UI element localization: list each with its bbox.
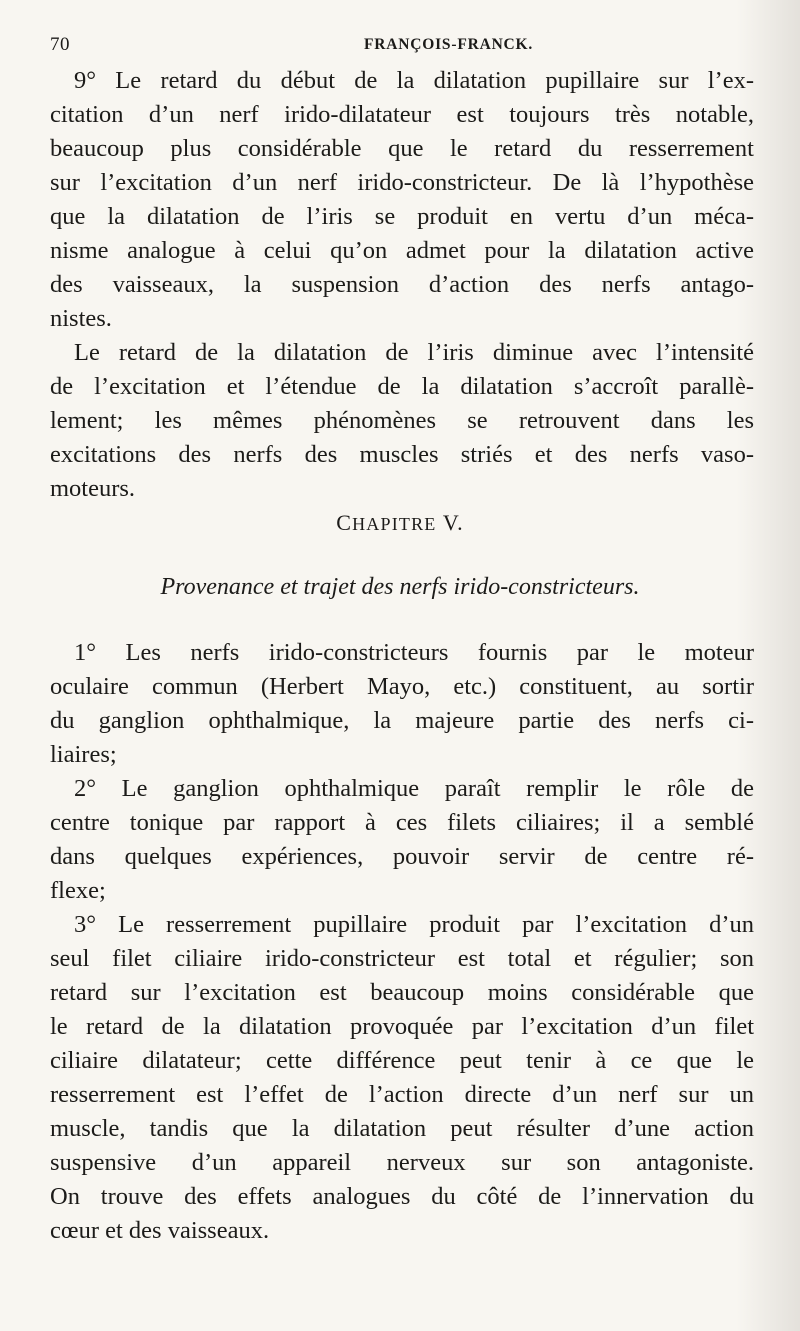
body-text-top [50,64,754,506]
page-number: 70 [50,34,70,55]
chapter-label-cap: C [336,510,353,535]
text-line: nisme analogue à celui qu’on admet pour la dilatation active [50,237,754,264]
text-line: retard sur l’excitation est beaucoup moins considérable que [50,979,754,1006]
text-line: resserrement est l’effet de l’action directe d’un nerf sur un [50,1081,754,1108]
text-line: citation d’un nerf irido-dilatateur est toujours très notable, [50,101,754,128]
text-line: suspensive d’un appareil nerveux sur son antagoniste. [50,1149,754,1176]
text-line: muscle, tandis que la dilatation peut résulter d’une action [50,1115,754,1142]
chapter-label-small: HAPITRE [352,514,437,534]
text-line: 3° Le resserrement pupillaire produit par l’excitation d’un [74,911,754,938]
text-line: 1° Les nerfs irido-constricteurs fournis par le moteur [74,639,754,666]
chapter-heading [0,510,800,536]
text-line: cœur et des vaisseaux. [50,1217,270,1244]
paragraph-1 [50,636,754,772]
paragraph-3 [50,908,754,1248]
text-line: beaucoup plus considérable que le retard du resserrement [50,135,754,162]
text-line: centre tonique par rapport à ces filets ciliaires; il a semblé [50,809,754,836]
text-line: seul filet ciliaire irido-constricteur est total et régulier; son [50,945,754,972]
text-line: dans quelques expériences, pouvoir servir de centre ré- [50,843,754,870]
text-line: des vaisseaux, la suspension d’action des nerfs antago- [50,271,754,298]
text-line: le retard de la dilatation provoquée par l’excitation d’un filet [50,1013,754,1040]
text-line: 9° Le retard du début de la dilatation pupillaire sur l’ex- [74,67,754,94]
chapter-subtitle: Provenance et trajet des nerfs irido-constricteurs. [160,574,640,600]
text-line: du ganglion ophthalmique, la majeure partie des nerfs ci- [50,707,754,734]
text-line: flexe; [50,877,106,904]
page-header [50,34,750,58]
text-line: nistes. [50,305,112,332]
text-line: Le retard de la dilatation de l’iris diminue avec l’intensité [74,339,754,366]
body-text-bottom [50,636,754,1248]
text-line: de l’excitation et l’étendue de la dilatation s’accroît parallè- [50,373,754,400]
text-line: 2° Le ganglion ophthalmique paraît remplir le rôle de [74,775,754,802]
text-line: sur l’excitation d’un nerf irido-constricteur. De là l’hypothèse [50,169,754,196]
text-line: excitations des nerfs des muscles striés et des nerfs vaso- [50,441,754,468]
chapter-number: V. [442,510,464,535]
text-line: moteurs. [50,475,136,502]
text-line: lement; les mêmes phénomènes se retrouvent dans les [50,407,754,434]
text-line: ciliaire dilatateur; cette différence peut tenir à ce que le [50,1047,754,1074]
text-line: On trouve des effets analogues du côté de l’innervation du [50,1183,754,1210]
paragraph-2 [50,772,754,908]
text-line: que la dilatation de l’iris se produit en vertu d’un méca- [50,203,754,230]
paragraph-9 [50,64,754,336]
text-line: oculaire commun (Herbert Mayo, etc.) constituent, au sortir [50,673,754,700]
running-head: FRANÇOIS-FRANCK. [364,36,534,53]
text-line: liaires; [50,741,117,768]
paragraph-retard [50,336,754,506]
